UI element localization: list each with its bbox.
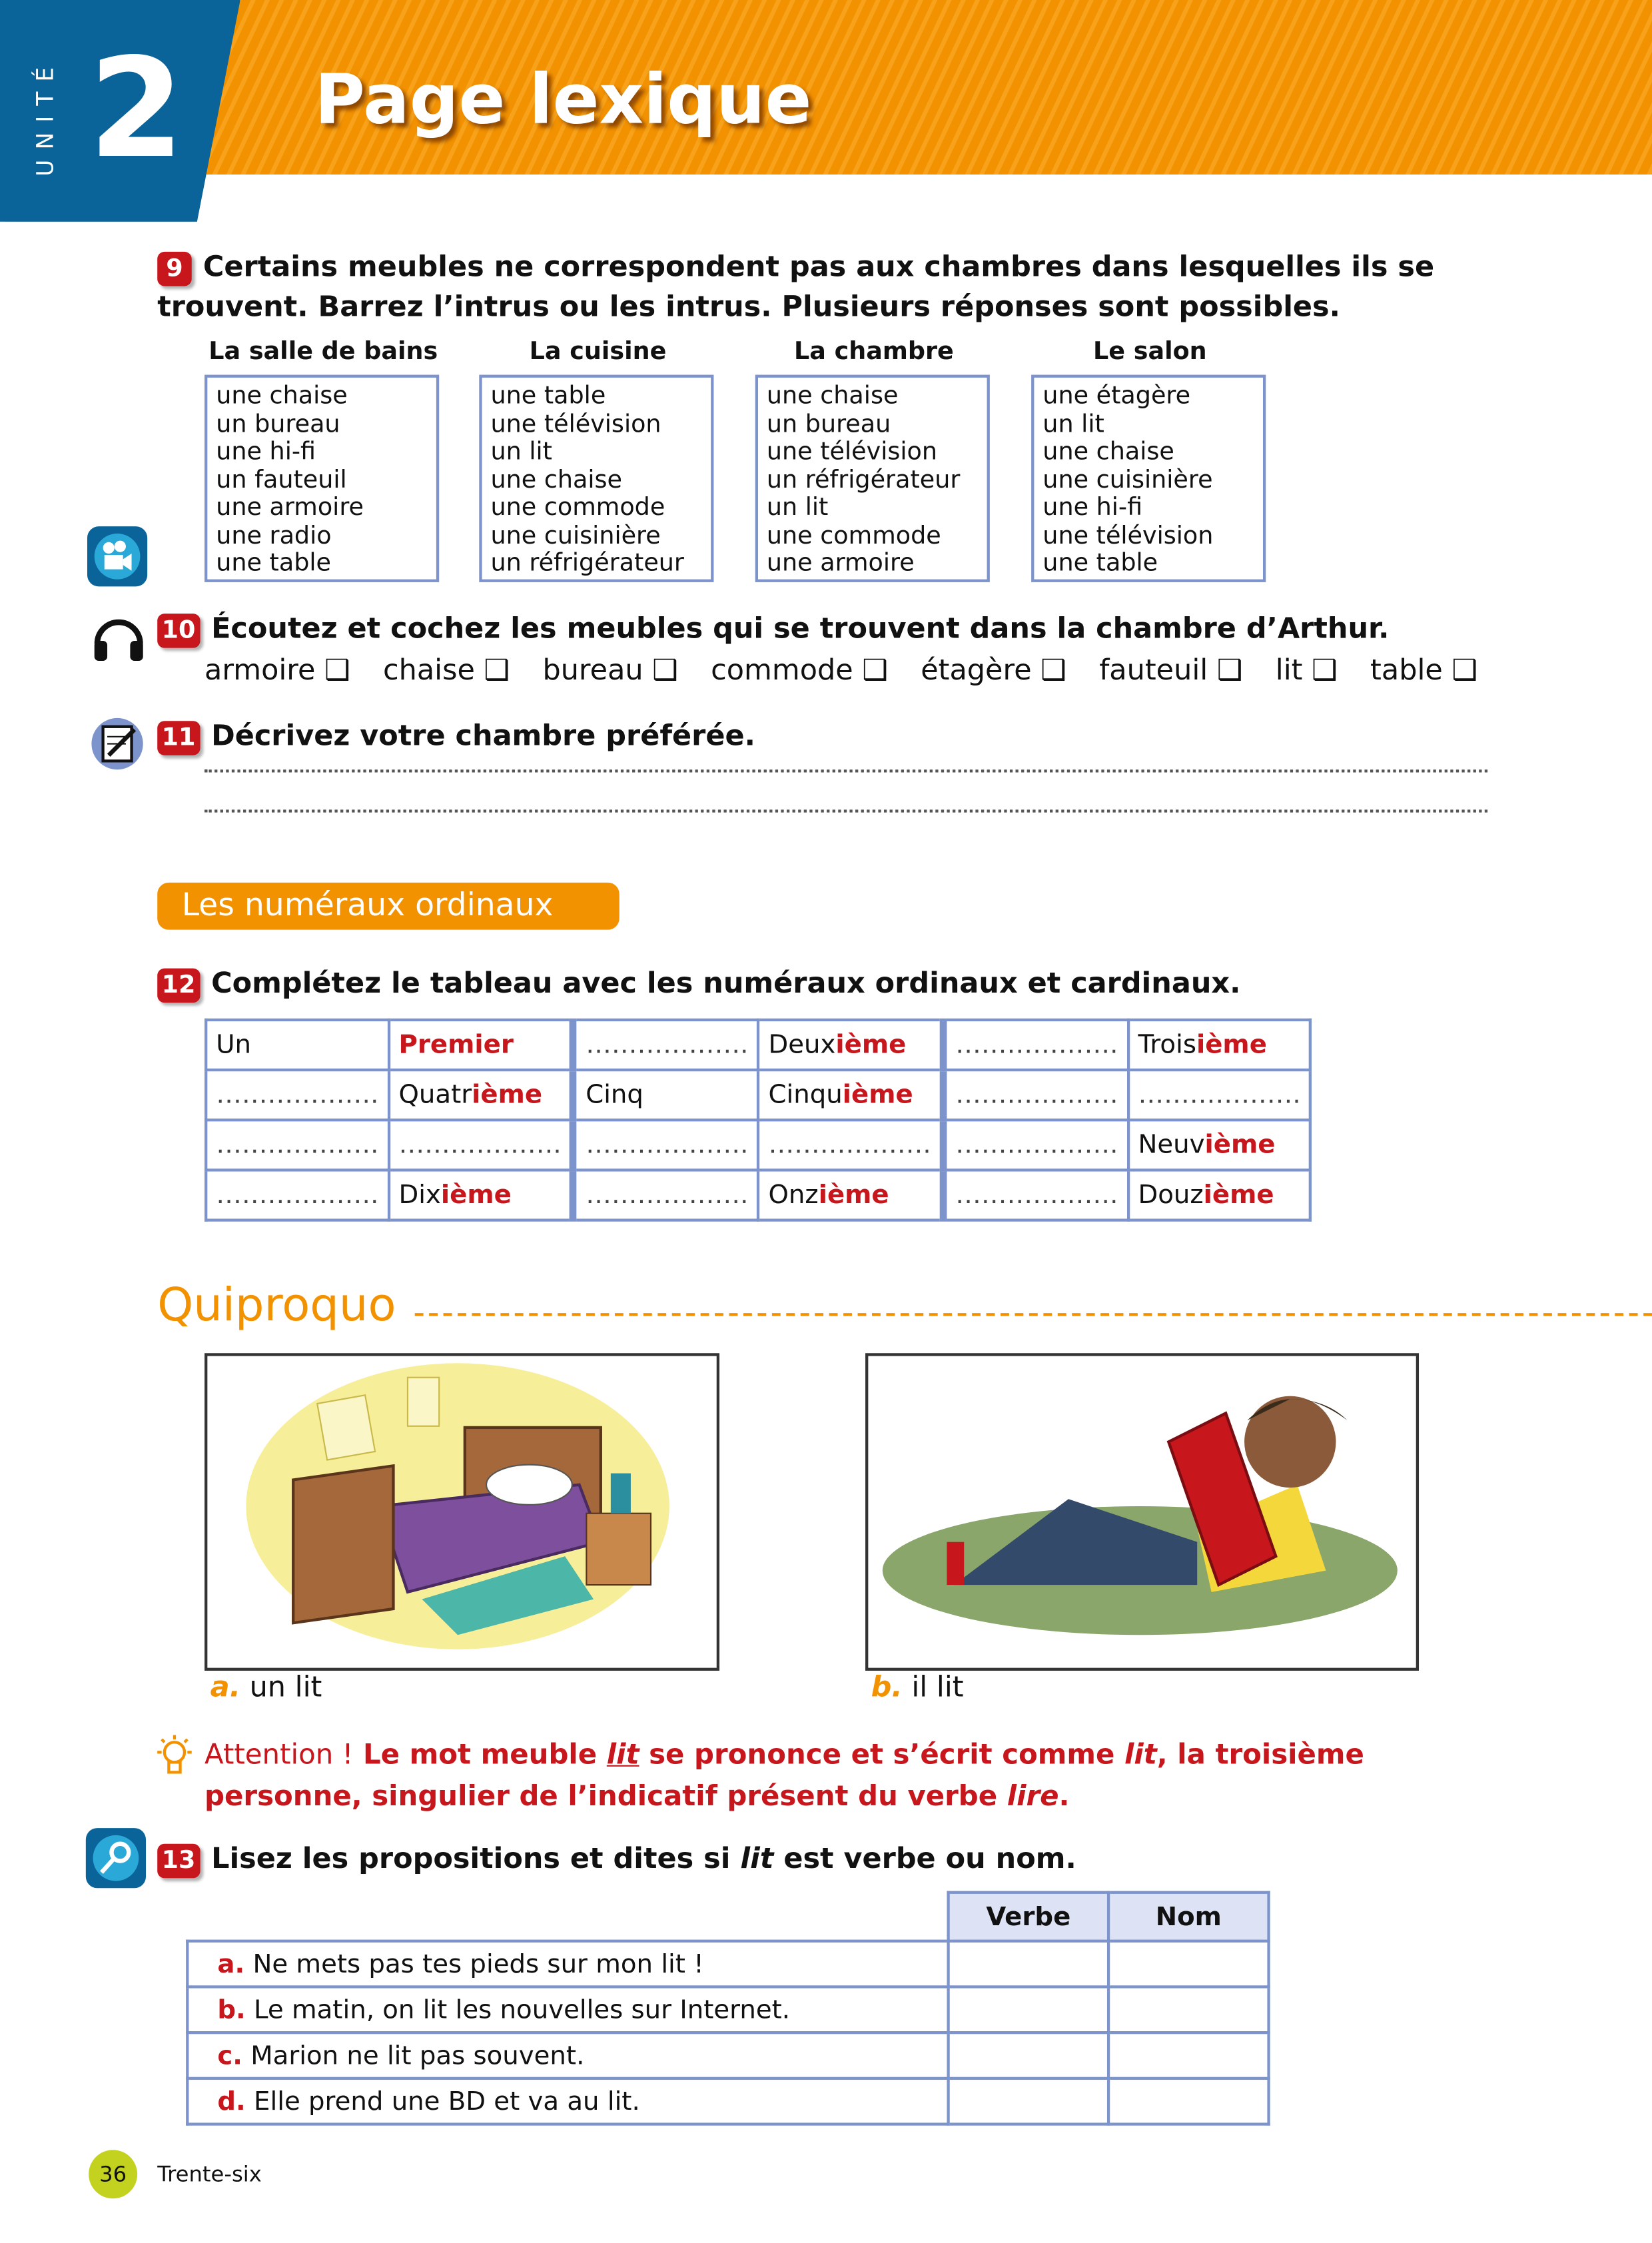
caption-text: il lit bbox=[911, 1669, 964, 1704]
furniture-list bbox=[205, 375, 439, 582]
answer-line[interactable] bbox=[205, 809, 1487, 812]
furniture-item[interactable]: un réfrigérateur bbox=[766, 465, 961, 494]
ordinal-suffix: ième bbox=[1203, 1180, 1274, 1210]
blank[interactable]: ………………. bbox=[398, 1130, 562, 1160]
unit-number: 2 bbox=[89, 28, 185, 189]
furniture-item[interactable]: un lit bbox=[766, 493, 829, 522]
table-cell[interactable] bbox=[574, 1120, 758, 1170]
exercise-13 bbox=[157, 1838, 1076, 1878]
table-cell[interactable] bbox=[758, 1120, 943, 1170]
furniture-item[interactable]: une cuisinière bbox=[1042, 465, 1213, 494]
table-cell[interactable] bbox=[206, 1120, 388, 1170]
cell-text: Deux bbox=[768, 1029, 836, 1061]
sentence-text: Ne mets pas tes pieds sur mon lit ! bbox=[252, 1949, 704, 1979]
table-cell[interactable] bbox=[1128, 1070, 1310, 1120]
exercise-instruction: Certains meubles ne correspondent pas aux chambres dans lesquelles ils se trouvent. Barrez l’intrus ou les intrus. Plusieurs réponses sont possibles. bbox=[157, 248, 1435, 324]
option-label: commode bbox=[711, 652, 853, 687]
verbe-cell[interactable] bbox=[949, 2078, 1108, 2124]
furniture-item[interactable]: une télévision bbox=[766, 438, 937, 466]
table-cell bbox=[758, 1070, 943, 1120]
furniture-item[interactable]: une radio bbox=[216, 521, 332, 550]
furniture-item[interactable]: une table bbox=[216, 549, 332, 578]
column-title: La chambre bbox=[794, 337, 954, 366]
note-text: , la troisième personne, singulier de l’indicatif présent du verbe bbox=[205, 1737, 1364, 1813]
furniture-list bbox=[479, 375, 713, 582]
video-icon[interactable] bbox=[87, 526, 147, 586]
furniture-item[interactable]: une armoire bbox=[216, 493, 364, 522]
headphones-icon[interactable] bbox=[90, 606, 147, 669]
furniture-item[interactable]: une télévision bbox=[1042, 521, 1214, 550]
nom-cell[interactable] bbox=[1108, 1987, 1268, 2032]
table-row bbox=[206, 1020, 1311, 1070]
answer-line[interactable] bbox=[205, 769, 1487, 772]
note-text: . bbox=[1058, 1779, 1070, 1813]
checkbox[interactable]: ❑ bbox=[1040, 652, 1066, 687]
ordinal-suffix: ième bbox=[835, 1029, 907, 1061]
table-row bbox=[206, 1170, 1311, 1220]
column-title: La cuisine bbox=[529, 337, 667, 366]
note-text: Le mot meuble bbox=[362, 1737, 607, 1771]
blank[interactable]: ………………. bbox=[586, 1130, 749, 1160]
option-label: chaise bbox=[383, 652, 475, 687]
furniture-item[interactable]: une armoire bbox=[766, 549, 915, 578]
caption-b bbox=[871, 1669, 964, 1704]
exercise-number: 12 bbox=[157, 969, 200, 1003]
table-cell bbox=[1128, 1120, 1310, 1170]
empty bbox=[187, 1893, 948, 1941]
sentence bbox=[187, 2078, 948, 2124]
bed-illustration bbox=[205, 1353, 719, 1671]
caption-text: un lit bbox=[249, 1669, 322, 1704]
note-word: lit bbox=[1124, 1737, 1157, 1771]
table-row bbox=[187, 2078, 1268, 2124]
checkbox[interactable]: ❑ bbox=[862, 652, 888, 687]
furniture-item[interactable]: un bureau bbox=[766, 410, 891, 439]
table-cell bbox=[206, 1020, 388, 1070]
quiproquo-title: Quiproquo bbox=[157, 1277, 396, 1332]
caption-a bbox=[210, 1669, 322, 1704]
blank[interactable]: ………………. bbox=[586, 1029, 749, 1061]
blank[interactable]: ………………. bbox=[955, 1130, 1118, 1160]
note-text: se prononce et s’écrit comme bbox=[639, 1737, 1125, 1771]
furniture-list bbox=[1031, 375, 1266, 582]
sentence-letter: b. bbox=[217, 1995, 246, 2025]
column-header: Verbe bbox=[949, 1893, 1108, 1941]
table-cell[interactable] bbox=[574, 1170, 758, 1220]
ordinal-suffix: ième bbox=[1196, 1029, 1267, 1061]
checkbox-option[interactable] bbox=[711, 652, 888, 687]
caption-letter: b. bbox=[871, 1669, 903, 1704]
sentence bbox=[187, 1987, 948, 2032]
exercise-number: 10 bbox=[157, 614, 200, 648]
attention-note bbox=[205, 1733, 1491, 1817]
exercise-9 bbox=[157, 246, 1501, 326]
divider bbox=[415, 1313, 1652, 1316]
exercise-11 bbox=[157, 715, 755, 755]
verbe-cell[interactable] bbox=[949, 2032, 1108, 2078]
option-label: bureau bbox=[542, 652, 643, 687]
option-label: étagère bbox=[921, 652, 1032, 687]
furniture-item[interactable]: un bureau bbox=[216, 410, 340, 439]
blank[interactable]: ………………. bbox=[586, 1180, 749, 1210]
ordinal-suffix: ième bbox=[440, 1180, 512, 1210]
checkbox[interactable]: ❑ bbox=[1451, 652, 1477, 687]
sentence-text: Le matin, on lit les nouvelles sur Internet. bbox=[254, 1995, 791, 2025]
checkbox-option[interactable] bbox=[921, 652, 1066, 687]
option-label: table bbox=[1370, 652, 1443, 687]
blank[interactable]: ………………. bbox=[1138, 1080, 1301, 1111]
table-cell bbox=[1128, 1170, 1310, 1220]
furniture-item[interactable]: une commode bbox=[490, 493, 665, 522]
column-title: Le salon bbox=[1092, 337, 1207, 366]
writing-icon bbox=[89, 715, 146, 778]
sentence bbox=[187, 1941, 948, 1987]
checkbox-option[interactable] bbox=[1099, 652, 1242, 687]
checkbox-option[interactable] bbox=[383, 652, 510, 687]
checkbox-option[interactable] bbox=[205, 652, 350, 687]
ordinal-suffix: ième bbox=[842, 1080, 913, 1111]
ordinal-suffix: Premier bbox=[398, 1029, 514, 1061]
sentence-letter: a. bbox=[217, 1949, 245, 1979]
verbe-cell[interactable] bbox=[949, 1987, 1108, 2032]
cell-text: Trois bbox=[1138, 1029, 1196, 1061]
table-cell bbox=[1128, 1020, 1310, 1070]
ordinal-suffix: ième bbox=[1204, 1130, 1276, 1160]
sentence-letter: d. bbox=[217, 2086, 246, 2116]
table-cell bbox=[388, 1070, 573, 1120]
column-header: Nom bbox=[1108, 1893, 1268, 1941]
checkbox-option[interactable] bbox=[1276, 652, 1338, 687]
furniture-item[interactable]: une chaise bbox=[490, 465, 623, 494]
key-icon[interactable] bbox=[86, 1828, 146, 1888]
cell-text: Dix bbox=[398, 1180, 441, 1210]
blank[interactable]: ………………. bbox=[216, 1130, 379, 1160]
exercise-instruction: est verbe ou nom. bbox=[773, 1841, 1076, 1875]
checkbox[interactable]: ❑ bbox=[1216, 652, 1243, 687]
furniture-item[interactable]: une cuisinière bbox=[490, 521, 661, 550]
furniture-item[interactable]: une table bbox=[1042, 549, 1158, 578]
furniture-item[interactable]: une table bbox=[490, 382, 606, 411]
note-word: lire bbox=[1007, 1779, 1059, 1813]
lightbulb-icon bbox=[153, 1733, 196, 1788]
furniture-item[interactable]: une chaise bbox=[216, 382, 348, 411]
blank[interactable]: ………………. bbox=[216, 1180, 379, 1210]
nom-cell[interactable] bbox=[1108, 2032, 1268, 2078]
table-cell[interactable] bbox=[943, 1070, 1128, 1120]
option-label: armoire bbox=[205, 652, 316, 687]
exercise-12 bbox=[157, 963, 1240, 1003]
furniture-item[interactable]: une chaise bbox=[766, 382, 899, 411]
blank[interactable]: ………………. bbox=[768, 1130, 931, 1160]
checkbox-option[interactable] bbox=[542, 652, 677, 687]
table-row bbox=[206, 1120, 1311, 1170]
sentence-text: Marion ne lit pas souvent. bbox=[250, 2040, 585, 2071]
page-word: Trente-six bbox=[157, 2161, 262, 2188]
blank[interactable]: ………………. bbox=[955, 1029, 1118, 1061]
page-title: Page lexique bbox=[314, 60, 812, 141]
furniture-list bbox=[755, 375, 990, 582]
table-row bbox=[206, 1070, 1311, 1120]
table-row bbox=[187, 1941, 1268, 1987]
blank[interactable]: ………………. bbox=[955, 1080, 1118, 1111]
page-number: 36 bbox=[89, 2150, 137, 2198]
exercise-instruction: Décrivez votre chambre préférée. bbox=[211, 717, 755, 753]
furniture-item[interactable]: une hi-fi bbox=[216, 438, 316, 466]
table-cell[interactable] bbox=[943, 1170, 1128, 1220]
table-cell[interactable] bbox=[943, 1020, 1128, 1070]
unit-label: UNITÉ bbox=[31, 57, 59, 177]
furniture-item[interactable]: un lit bbox=[1042, 410, 1104, 439]
exercise-number: 13 bbox=[157, 1844, 200, 1879]
ordinal-suffix: ième bbox=[472, 1080, 543, 1111]
furniture-item[interactable]: une hi-fi bbox=[1042, 493, 1143, 522]
ordinals-table bbox=[205, 1019, 1312, 1222]
exercise-number: 11 bbox=[157, 721, 200, 755]
caption-letter: a. bbox=[210, 1669, 240, 1704]
table-cell bbox=[758, 1170, 943, 1220]
option-label: lit bbox=[1275, 652, 1303, 687]
cell-text: Un bbox=[216, 1029, 252, 1061]
table-cell[interactable] bbox=[574, 1020, 758, 1070]
note-word: lit bbox=[606, 1737, 639, 1771]
sentence-letter: c. bbox=[217, 2040, 242, 2071]
sentence bbox=[187, 2032, 948, 2078]
sentence-text: Elle prend une BD et va au lit. bbox=[254, 2086, 640, 2116]
table-cell bbox=[388, 1020, 573, 1070]
table-cell[interactable] bbox=[943, 1120, 1128, 1170]
table-cell bbox=[758, 1020, 943, 1070]
column-title: La salle de bains bbox=[208, 337, 438, 366]
table-row bbox=[187, 2032, 1268, 2078]
checkbox[interactable]: ❑ bbox=[484, 652, 510, 687]
furniture-item[interactable]: une télévision bbox=[490, 410, 661, 439]
cell-text: Onz bbox=[768, 1180, 819, 1210]
option-label: fauteuil bbox=[1099, 652, 1208, 687]
blank[interactable]: ………………. bbox=[955, 1180, 1118, 1210]
table-cell[interactable] bbox=[206, 1170, 388, 1220]
section-heading: Les numéraux ordinaux bbox=[157, 883, 620, 930]
exercise-instruction: Complétez le tableau avec les numéraux ordinaux et cardinaux. bbox=[211, 965, 1241, 1000]
cell-text: Cinq bbox=[586, 1080, 643, 1111]
furniture-item[interactable]: une chaise bbox=[1042, 438, 1174, 466]
exercise-number: 9 bbox=[157, 252, 192, 286]
table-cell[interactable] bbox=[388, 1120, 573, 1170]
table-cell bbox=[388, 1170, 573, 1220]
attention-label: Attention ! bbox=[205, 1737, 354, 1771]
checkbox-option[interactable] bbox=[1370, 652, 1477, 687]
table-cell[interactable] bbox=[206, 1070, 388, 1120]
furniture-item[interactable]: une commode bbox=[766, 521, 941, 550]
blank[interactable]: ………………. bbox=[216, 1080, 379, 1111]
exercise-instruction: Écoutez et cochez les meubles qui se trouvent dans la chambre d’Arthur. bbox=[211, 610, 1390, 646]
checkbox[interactable]: ❑ bbox=[1312, 652, 1338, 687]
cell-text: Douz bbox=[1138, 1180, 1204, 1210]
exercise-word: lit bbox=[740, 1841, 774, 1875]
furniture-item[interactable]: une étagère bbox=[1042, 382, 1191, 411]
table-row bbox=[187, 1987, 1268, 2032]
verb-noun-table bbox=[186, 1891, 1270, 2126]
cell-text: Cinqu bbox=[768, 1080, 843, 1111]
boy-reading-illustration bbox=[865, 1353, 1419, 1671]
furniture-item[interactable]: un lit bbox=[490, 438, 552, 466]
verbe-cell[interactable] bbox=[949, 1941, 1108, 1987]
exercise-instruction: Lisez les propositions et dites si bbox=[211, 1841, 741, 1875]
furniture-checklist bbox=[205, 652, 1477, 687]
ordinal-suffix: ième bbox=[818, 1180, 889, 1210]
nom-cell[interactable] bbox=[1108, 2078, 1268, 2124]
furniture-item[interactable]: un fauteuil bbox=[216, 465, 347, 494]
furniture-item[interactable]: un réfrigérateur bbox=[490, 549, 684, 578]
cell-text: Neuv bbox=[1138, 1130, 1205, 1160]
table-cell bbox=[574, 1070, 758, 1120]
nom-cell[interactable] bbox=[1108, 1941, 1268, 1987]
checkbox[interactable]: ❑ bbox=[652, 652, 678, 687]
cell-text: Quatr bbox=[398, 1080, 472, 1111]
exercise-10 bbox=[157, 608, 1389, 648]
header-banner bbox=[0, 0, 1652, 189]
checkbox[interactable]: ❑ bbox=[324, 652, 350, 687]
